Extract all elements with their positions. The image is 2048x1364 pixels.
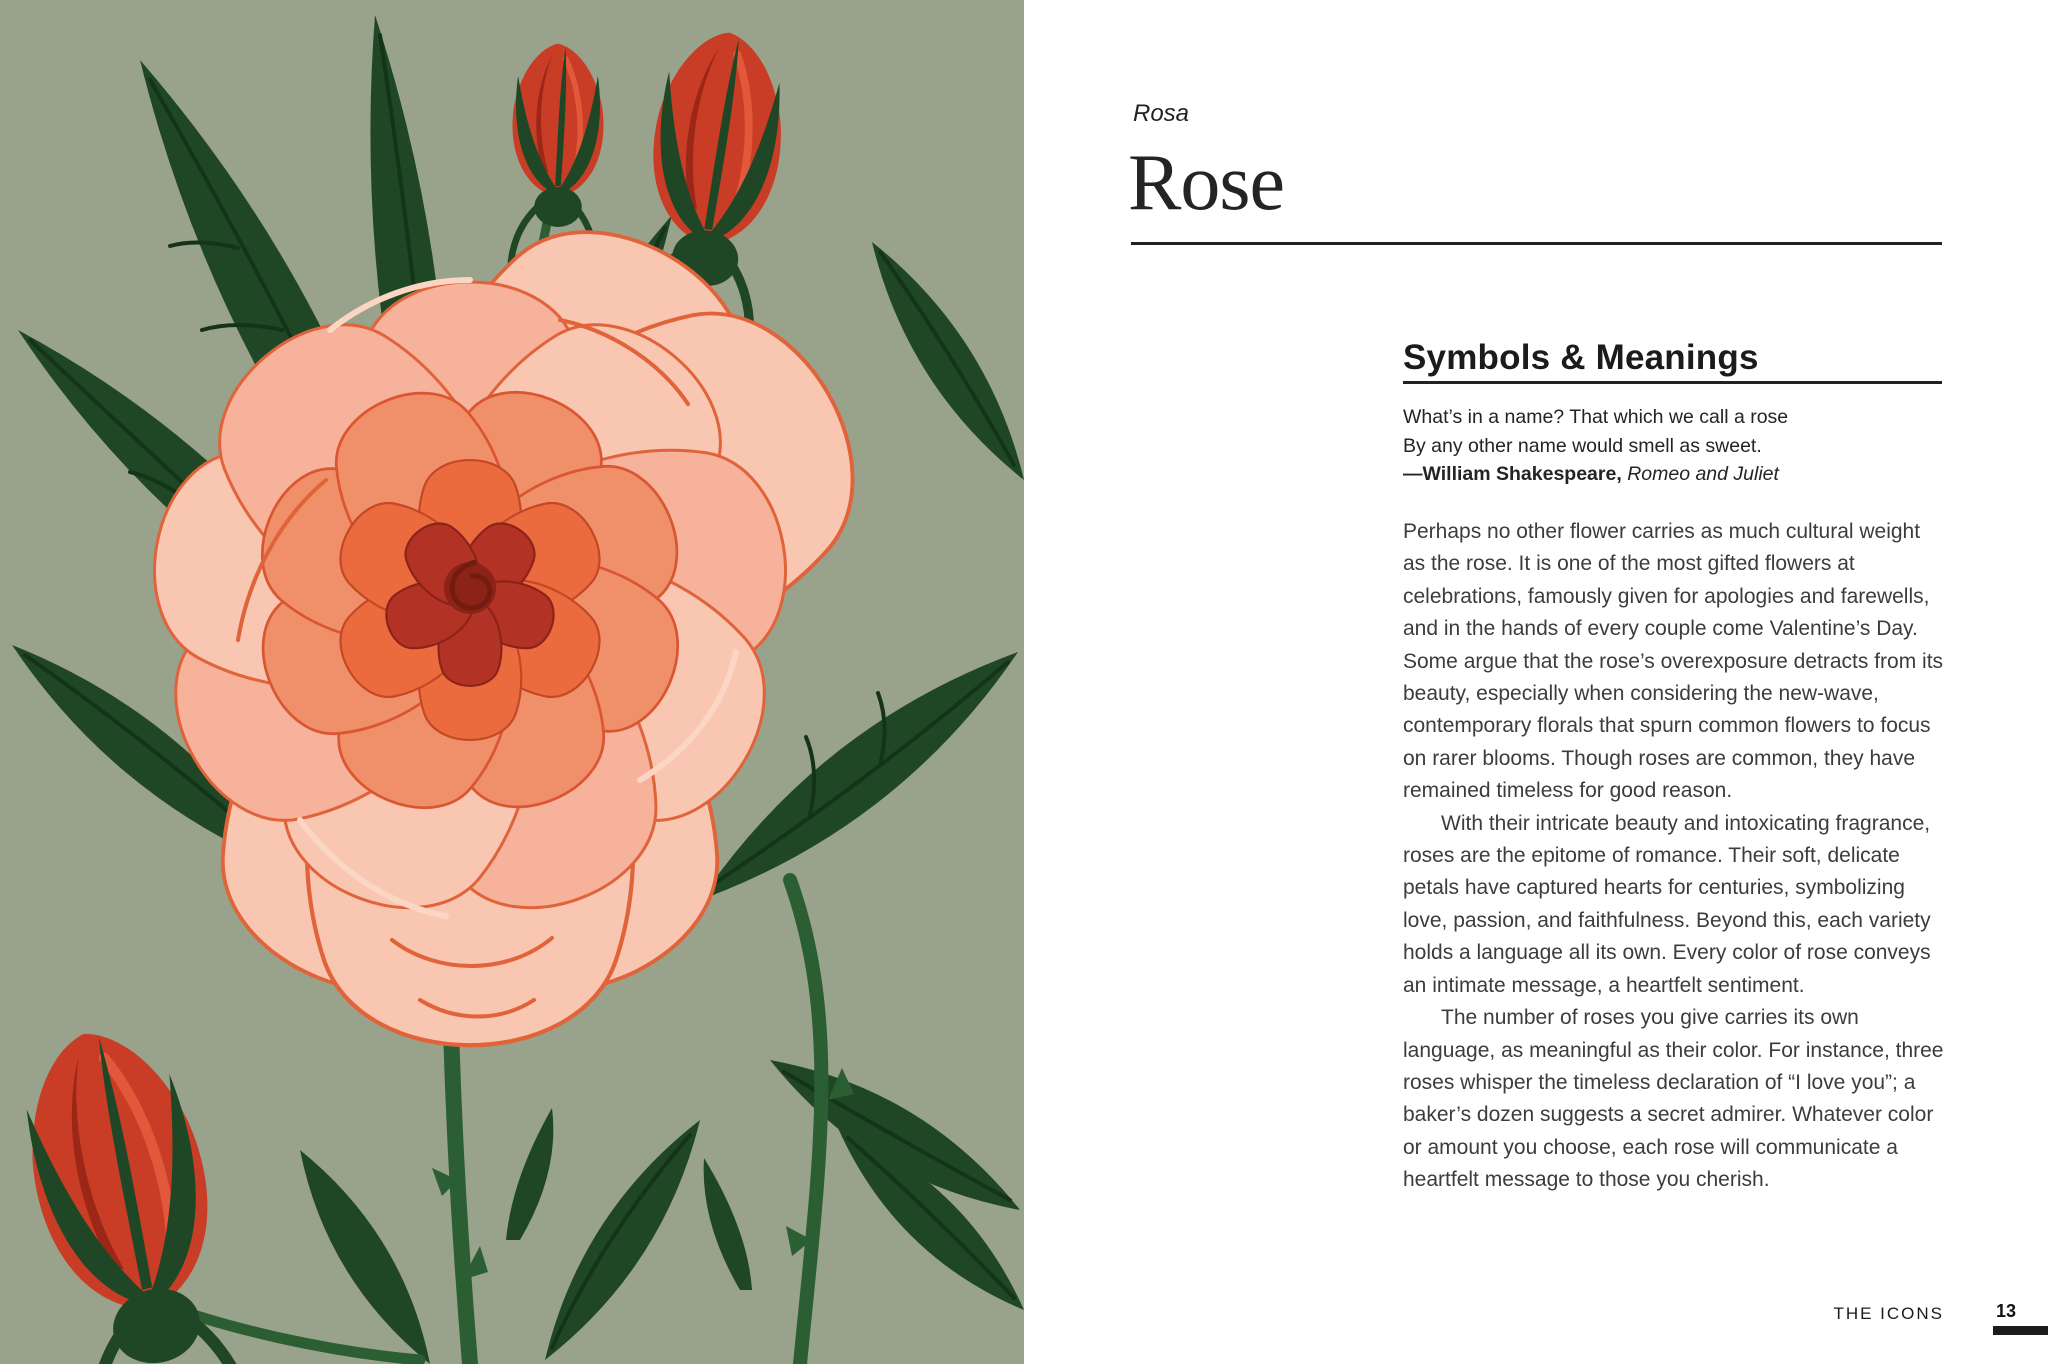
quote-line: By any other name would smell as sweet. (1403, 434, 1762, 457)
footer-section-label: THE ICONS (1833, 1304, 1944, 1323)
genus-label: Rosa (1133, 100, 1190, 127)
paragraph: Perhaps no other flower carries as much cultural weight as the rose. It is one of the most gifted flowers at celebrations, famously given for apologies and farewells, and in the hands of every couple come Valentine’s Day. Some argue that the rose’s overexposure detracts from its beauty, especially when considering the new-wave, contemporary florals that spurn common flowers to focus on rarer blooms. Though roses are common, they have remained timeless for good reason. (1403, 520, 1944, 803)
paragraph: With their intricate beauty and intoxicating fragrance, roses are the epitome of romance. Their soft, delicate petals have captured hearts for centuries, symbolizing love, passion, and faithfulness. Beyond this, each variety holds a language all its own. Every color of rose conveys an intimate message, a heartfelt sentiment. (1403, 811, 1931, 997)
section-heading: Symbols & Meanings (1403, 338, 1759, 377)
article-body (1403, 516, 1948, 1197)
quote-line: What’s in a name? That which we call a rose (1403, 406, 1789, 428)
heading-divider (1403, 381, 1942, 384)
text-page (1024, 0, 2048, 1364)
page-title: Rose (1128, 139, 1284, 227)
quote-work-title: Romeo and Juliet (1627, 463, 1779, 485)
title-divider (1131, 242, 1942, 245)
quote-attribution (1403, 460, 1948, 489)
page-number: 13 (1996, 1301, 2017, 1321)
paragraph: The number of roses you give carries its own language, as meaningful as their color. For instance, three roses whisper the timeless declaration of “I love you”; a baker’s dozen suggests a secret admirer. Whatever color or amount you choose, each rose will communicate a heartfelt message to those you cherish. (1403, 1006, 1944, 1192)
epigraph-quote (1403, 403, 1948, 489)
quote-author: —William Shakespeare, (1403, 463, 1628, 485)
page-number-bar (1993, 1326, 2048, 1335)
